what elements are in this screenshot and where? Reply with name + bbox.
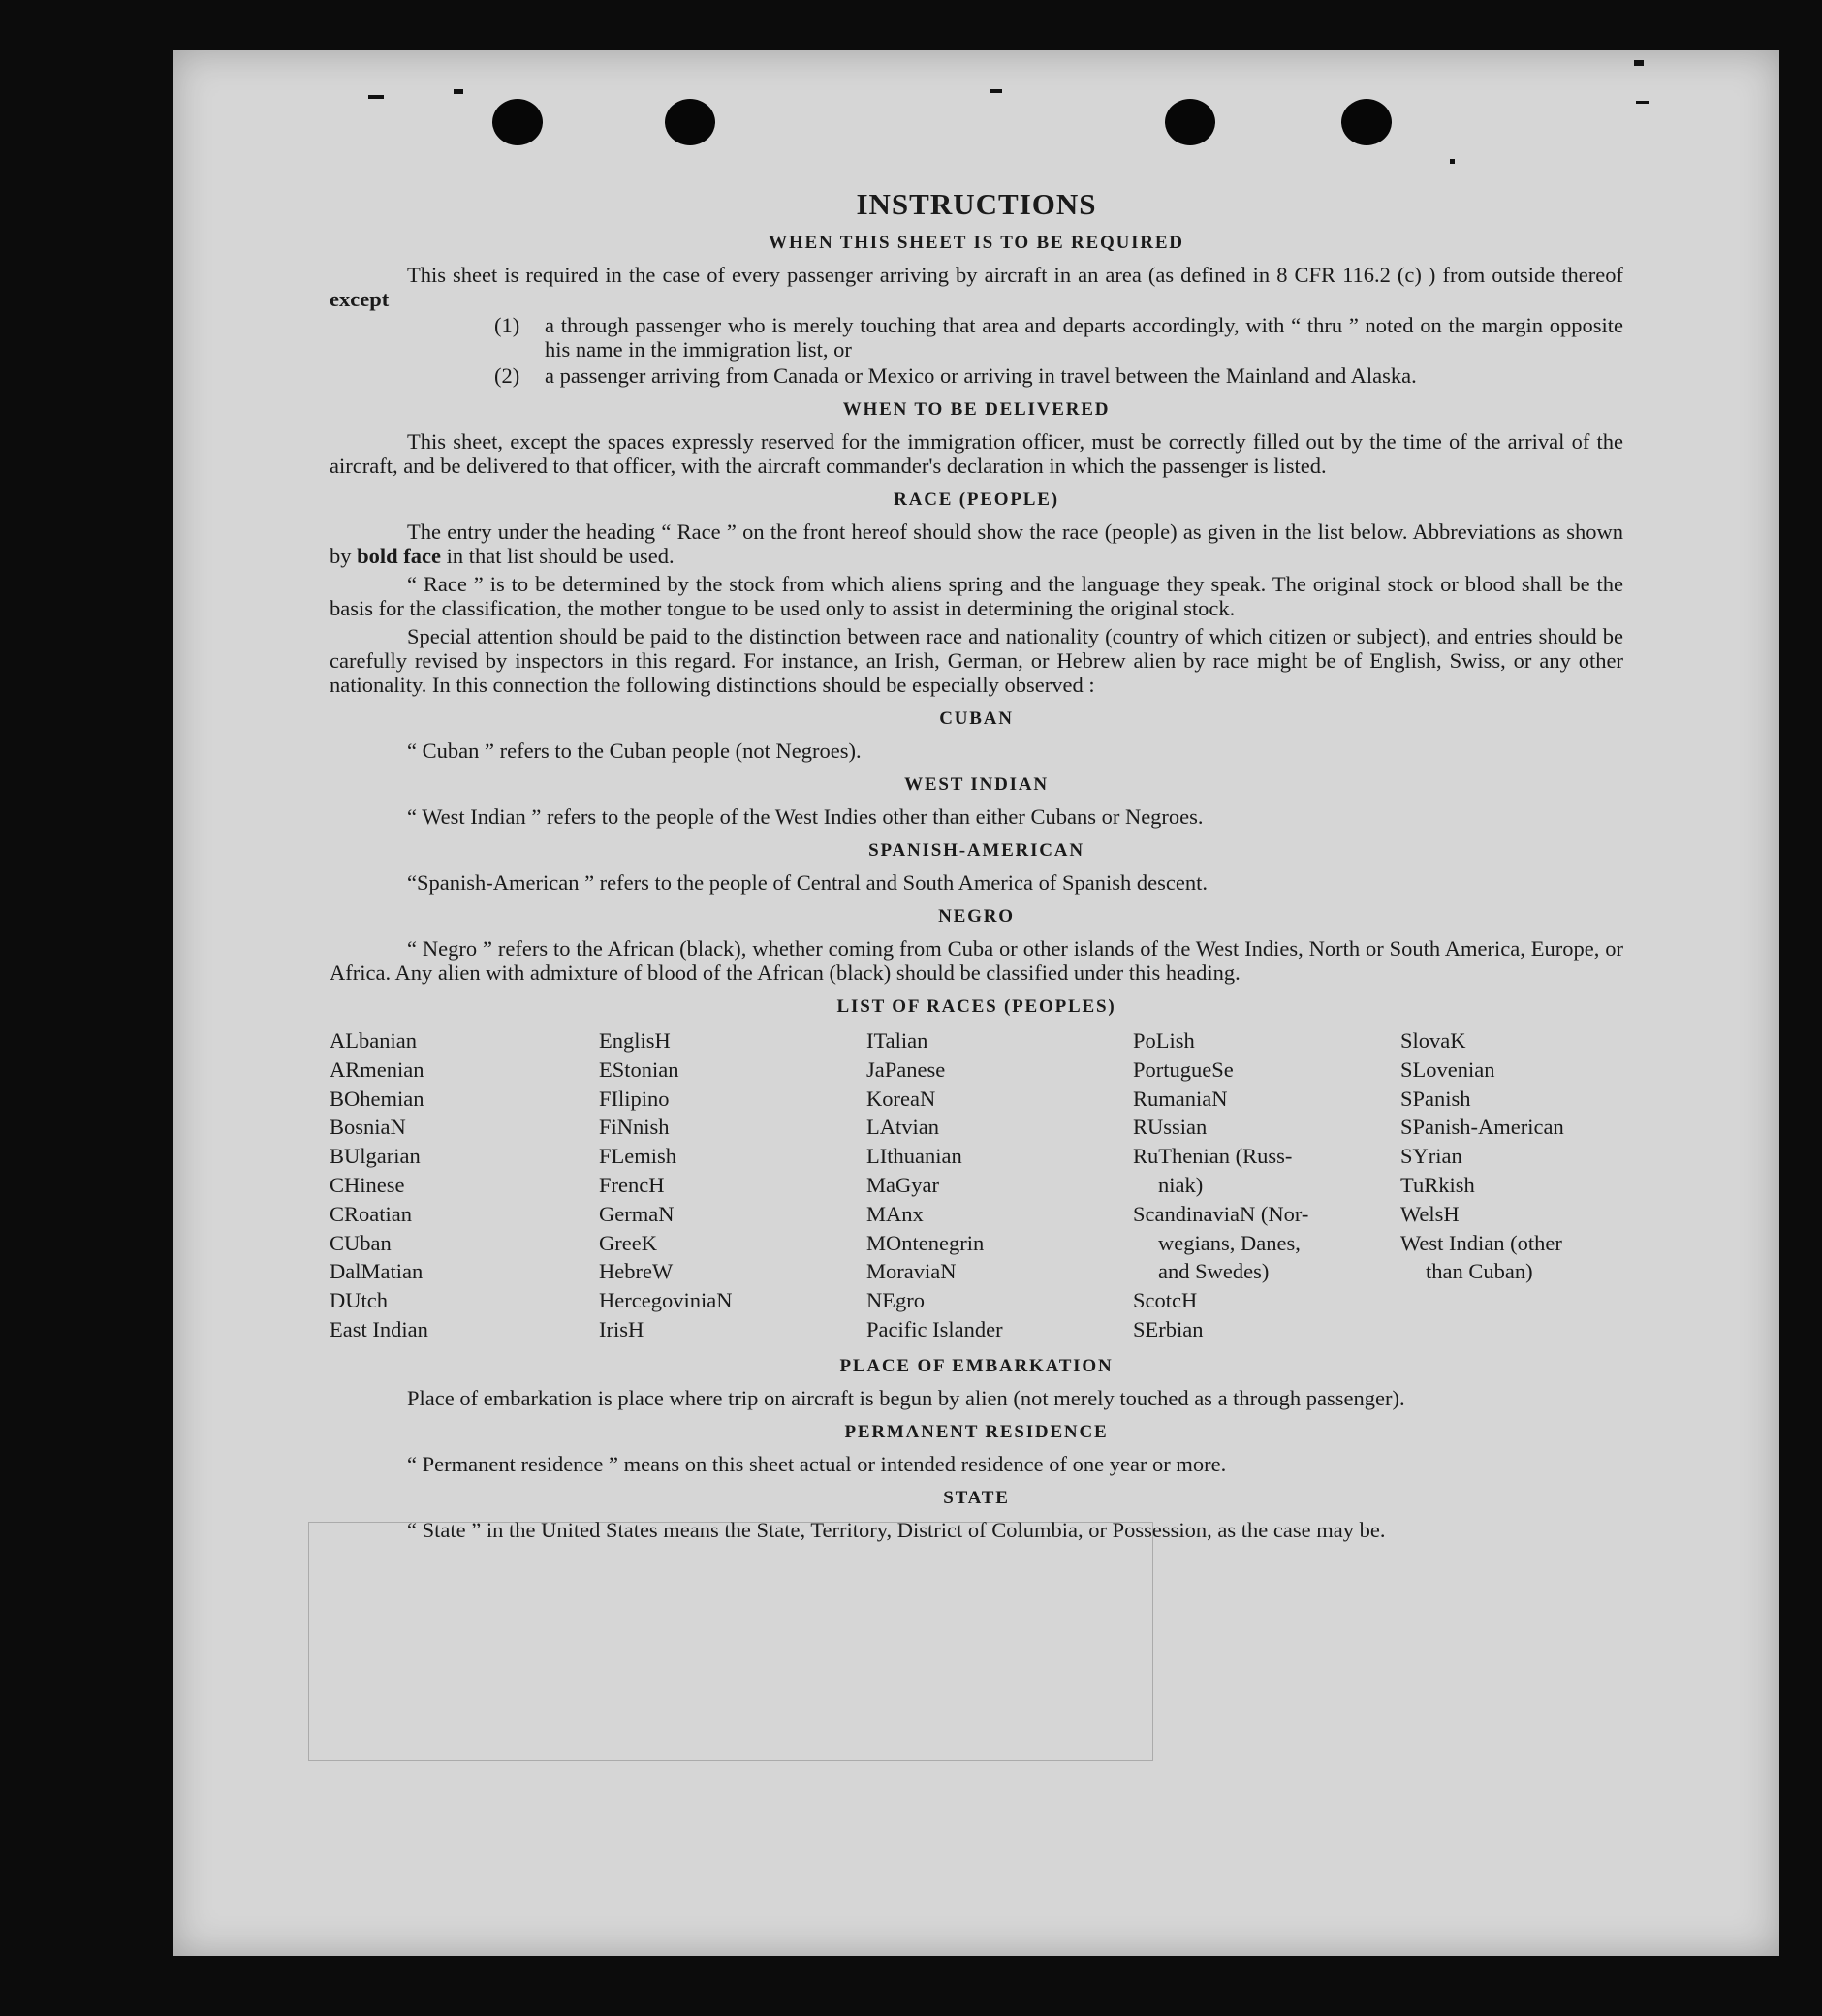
instructions-content xyxy=(330,180,1623,1542)
race-entry: LIthuanian xyxy=(866,1144,962,1169)
race-entry: GreeK xyxy=(599,1230,657,1255)
race-entry: East Indian xyxy=(330,1316,428,1341)
except-bold: except xyxy=(330,287,390,311)
bleed-through-frame xyxy=(308,1522,1153,1761)
race-entry: CRoatian xyxy=(330,1201,412,1226)
punch-hole xyxy=(492,99,543,145)
race-entry: IrisH xyxy=(599,1316,644,1341)
spanish-american-text: “Spanish-American ” refers to the people of Central and South America of Spanish descent. xyxy=(407,870,1208,895)
race-paragraph-2: “ Race ” is to be determined by the stock from which aliens spring and the language they speak. The original stock or blood shall be the basis for the classification, the mother tongue to be used only to assist in determining the original stock. xyxy=(330,572,1623,620)
race-entry: Pacific Islander xyxy=(866,1316,1003,1341)
race-entry: LAtvian xyxy=(866,1115,939,1140)
races-column xyxy=(330,1026,599,1344)
speck xyxy=(368,95,384,99)
west-indian-text: “ West Indian ” refers to the people of the West Indies other than either Cubans or Negroes. xyxy=(407,804,1204,829)
race-entry: SlovaK xyxy=(1400,1028,1466,1053)
race-entry: FLemish xyxy=(599,1144,677,1169)
heading-list-of-races: LIST OF RACES (PEOPLES) xyxy=(836,996,1116,1017)
race-entry: ScandinaviaN (Nor- xyxy=(1133,1201,1309,1226)
race-entry: ScotcH xyxy=(1133,1288,1198,1313)
races-column xyxy=(866,1026,1133,1344)
speck xyxy=(1636,101,1649,104)
race-entry: BosniaN xyxy=(330,1115,406,1140)
speck xyxy=(1634,60,1644,66)
heading-permanent-residence: PERMANENT RESIDENCE xyxy=(844,1421,1109,1442)
race-entry: MAnx xyxy=(866,1201,924,1226)
races-column xyxy=(1133,1026,1400,1344)
page-title: INSTRUCTIONS xyxy=(856,187,1097,221)
race-entry: EnglisH xyxy=(599,1028,671,1053)
races-list xyxy=(330,1026,1623,1344)
heading-state: STATE xyxy=(943,1487,1010,1508)
race-entry: RumaniaN xyxy=(1133,1086,1228,1111)
exception-item: (2) a passenger arriving from Canada or Mexico or arriving in travel between the Mainland and Alaska. xyxy=(494,363,1417,388)
race-entry: SLovenian xyxy=(1400,1056,1495,1082)
race-entry: wegians, Danes, xyxy=(1158,1230,1301,1255)
race-entry: TuRkish xyxy=(1400,1172,1475,1197)
punch-hole xyxy=(665,99,715,145)
speck xyxy=(454,89,463,94)
race-entry: niak) xyxy=(1158,1172,1204,1197)
race-entry: CHinese xyxy=(330,1172,405,1197)
race-entry: SErbian xyxy=(1133,1316,1204,1341)
race-entry: PoLish xyxy=(1133,1028,1195,1053)
race-entry: MaGyar xyxy=(866,1172,939,1197)
race-entry: FiNnish xyxy=(599,1115,670,1140)
race-entry: MoraviaN xyxy=(866,1259,957,1284)
race-entry: RUssian xyxy=(1133,1115,1208,1140)
race-entry: MOntenegrin xyxy=(866,1230,985,1255)
race-entry: JaPanese xyxy=(866,1056,946,1082)
race-entry: HercegoviniaN xyxy=(599,1288,733,1313)
heading-when-delivered: WHEN TO BE DELIVERED xyxy=(842,399,1111,420)
race-entry: NEgro xyxy=(866,1288,925,1313)
heading-spanish-american: SPANISH-AMERICAN xyxy=(868,840,1084,861)
race-entry: ITalian xyxy=(866,1028,928,1053)
race-entry: DalMatian xyxy=(330,1259,424,1284)
race-entry: BOhemian xyxy=(330,1086,424,1111)
heading-cuban: CUBAN xyxy=(939,709,1014,729)
cuban-text: “ Cuban ” refers to the Cuban people (not Negroes). xyxy=(407,739,862,763)
race-entry: ALbanian xyxy=(330,1028,417,1053)
speck xyxy=(1450,159,1455,164)
race-entry: than Cuban) xyxy=(1426,1259,1533,1284)
race-entry: FIlipino xyxy=(599,1086,670,1111)
race-entry: and Swedes) xyxy=(1158,1259,1270,1284)
race-paragraph-3: Special attention should be paid to the distinction between race and nationality (country of which citizen or subject), and entries should be carefully revised by inspectors in this regard. For instance, an Irish, German, or Hebrew alien by race might be of English, Swiss, or any other nationality. In this connection the following distinctions should be especially observed : xyxy=(330,624,1623,697)
race-entry: RuThenian (Russ- xyxy=(1133,1144,1293,1169)
race-entry: KoreaN xyxy=(866,1086,936,1111)
when-required-intro: This sheet is required in the case of every passenger arriving by aircraft in an area (as defined in 8 CFR 116.2 (c) ) from outside thereof except xyxy=(330,263,1623,311)
race-entry: SPanish-American xyxy=(1400,1115,1564,1140)
punch-hole xyxy=(1165,99,1215,145)
speck xyxy=(990,89,1002,93)
race-entry: BUlgarian xyxy=(330,1144,421,1169)
race-entry: SPanish xyxy=(1400,1086,1471,1111)
race-entry: DUtch xyxy=(330,1288,388,1313)
race-paragraph-1: The entry under the heading “ Race ” on the front hereof should show the race (people) as given in the list below. Abbreviations as shown by bold face in that list should be used. xyxy=(330,520,1623,568)
state-text: “ State ” in the United States means the State, Territory, District of Columbia, or Possession, as the case may be. xyxy=(407,1517,1386,1542)
race-entry: EStonian xyxy=(599,1056,679,1082)
punch-hole xyxy=(1341,99,1392,145)
bold-face-text: bold face xyxy=(357,544,441,568)
race-entry: GermaN xyxy=(599,1201,675,1226)
races-column xyxy=(599,1026,866,1344)
race-entry: West Indian (other xyxy=(1400,1230,1562,1255)
heading-negro: NEGRO xyxy=(938,906,1015,927)
exception-item: (1) a through passenger who is merely touching that area and departs accordingly, with “ thru ” noted on the margin opposite his name in the immigration list, or xyxy=(494,313,1623,362)
race-entry: CUban xyxy=(330,1230,392,1255)
heading-race: RACE (PEOPLE) xyxy=(894,489,1059,510)
races-column xyxy=(1400,1026,1623,1344)
race-entry: PortugueSe xyxy=(1133,1056,1234,1082)
heading-west-indian: WEST INDIAN xyxy=(904,774,1049,795)
heading-when-required: WHEN THIS SHEET IS TO BE REQUIRED xyxy=(769,233,1184,253)
race-entry: HebreW xyxy=(599,1259,674,1284)
race-entry: ARmenian xyxy=(330,1056,424,1082)
negro-text: “ Negro ” refers to the African (black), whether coming from Cuba or other islands of the West Indies, North or South America, Europe, or Africa. Any alien with admixture of blood of the African (black) should be classified under this heading. xyxy=(330,936,1623,985)
heading-place-of-embarkation: PLACE OF EMBARKATION xyxy=(839,1355,1114,1376)
permanent-residence-text: “ Permanent residence ” means on this sheet actual or intended residence of one year or more. xyxy=(407,1451,1227,1476)
race-entry: FrencH xyxy=(599,1172,665,1197)
when-delivered-text: This sheet, except the spaces expressly reserved for the immigration officer, must be correctly filled out by the time of the arrival of the aircraft, and be delivered to that officer, with the aircraft commander's declaration in which the passenger is listed. xyxy=(330,429,1623,478)
race-entry: WelsH xyxy=(1400,1201,1460,1226)
place-of-embarkation-text: Place of embarkation is place where trip on aircraft is begun by alien (not merely touched as a through passenger). xyxy=(407,1385,1405,1410)
race-entry: SYrian xyxy=(1400,1144,1462,1169)
